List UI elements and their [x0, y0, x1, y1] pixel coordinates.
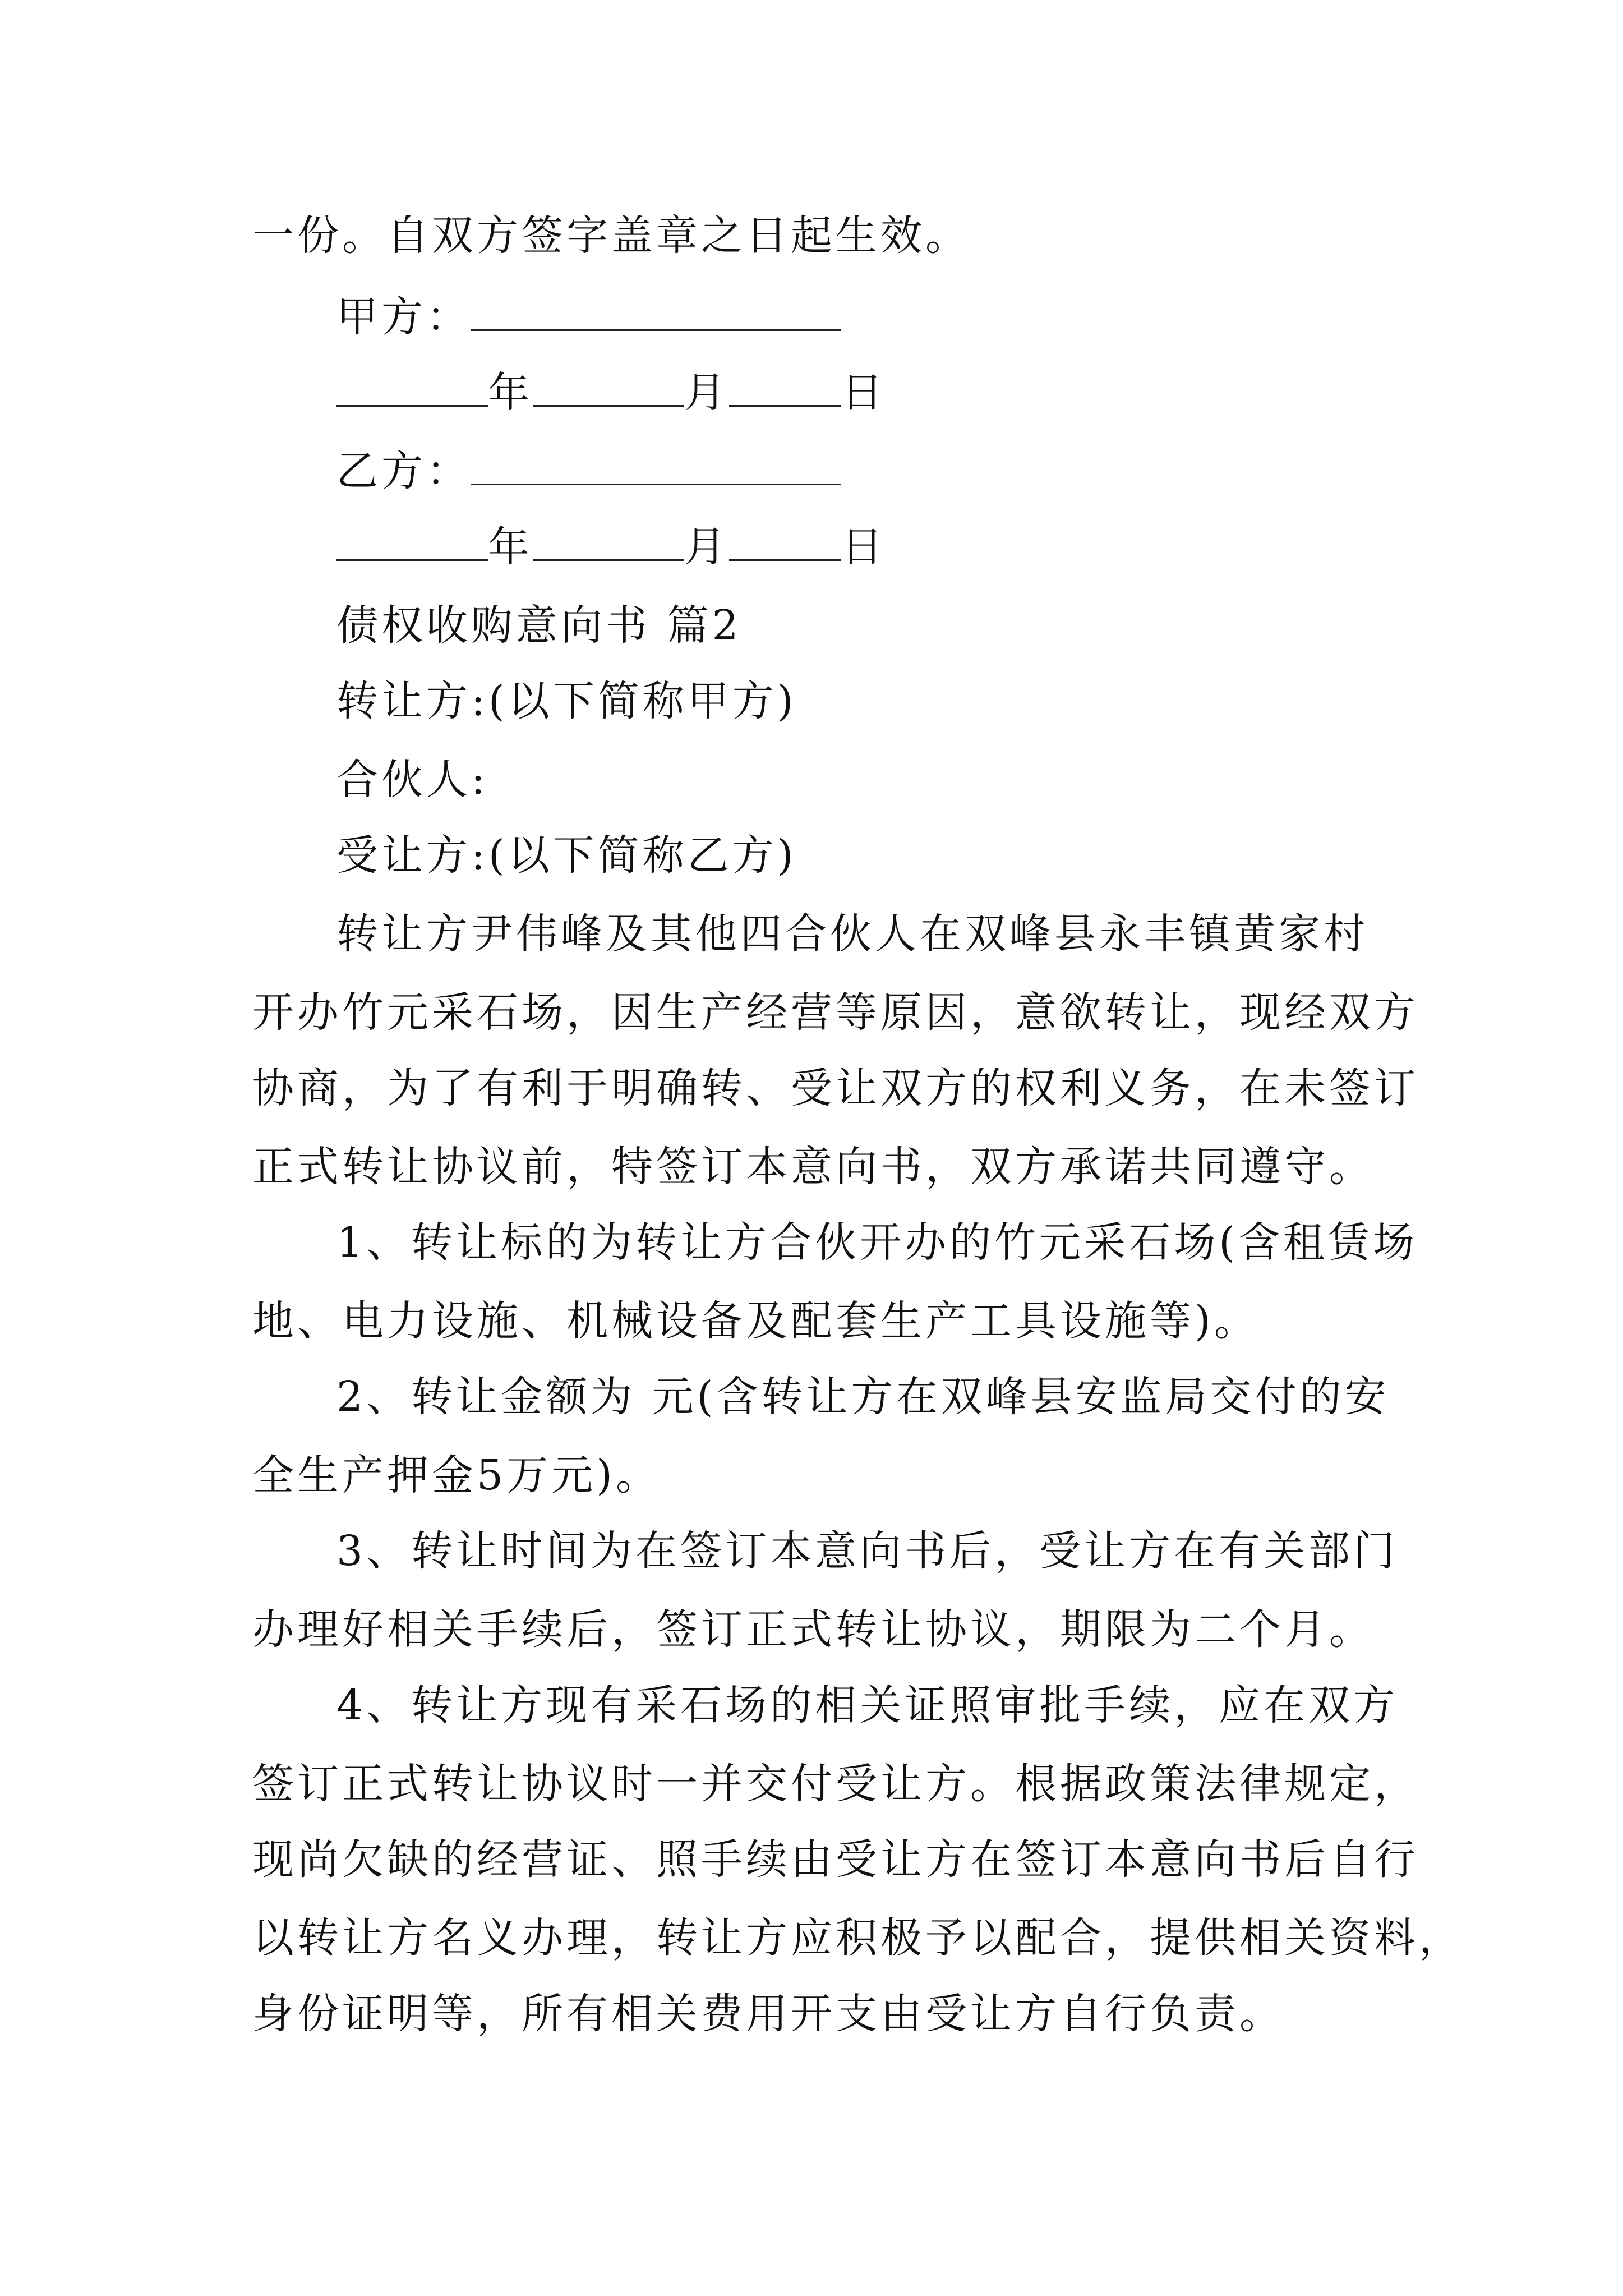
- party-a-signature-blank: [471, 293, 841, 331]
- party-b-date-line: [336, 519, 1380, 575]
- clause-4-line: 以转让方名义办理，转让方应积极予以配合，提供相关资料，: [252, 1914, 1464, 1962]
- transferee-line: 受让方:(以下简称乙方): [336, 831, 797, 880]
- year-label: 年: [488, 523, 533, 571]
- party-a-date-line: [336, 365, 1380, 421]
- day-label: 日: [841, 369, 886, 417]
- section-title: 债权收购意向书 篇2: [336, 601, 742, 650]
- transferor-line: 转让方:(以下简称甲方): [336, 677, 797, 725]
- clause-4-line: 签订正式转让协议时一并交付受让方。根据政策法律规定，: [252, 1760, 1419, 1808]
- paragraph-line: 开办竹元采石场，因生产经营等原因，意欲转让，现经双方: [252, 988, 1419, 1037]
- paragraph-line: 转让方尹伟峰及其他四合伙人在双峰县永丰镇黄家村: [336, 910, 1368, 958]
- clause-4-line: 现尚欠缺的经营证、照手续由受让方在签订本意向书后自行: [252, 1835, 1419, 1884]
- party-a-signature-line: [336, 289, 1380, 345]
- clause-2-line: 2、转让金额为 元(含转让方在双峰县安监局交付的安: [336, 1373, 1390, 1421]
- partner-line: 合伙人:: [336, 756, 488, 804]
- month-blank: [533, 523, 684, 561]
- clause-2-line: 全生产押金5万元)。: [252, 1451, 661, 1499]
- clause-4-line: 4、转让方现有采石场的相关证照审批手续，应在双方: [336, 1681, 1399, 1729]
- clause-4-line: 身份证明等，所有相关费用开支由受让方自行负责。: [252, 1990, 1284, 2038]
- paragraph-line: 正式转让协议前，特签订本意向书，双方承诺共同遵守。: [252, 1143, 1374, 1191]
- day-blank: [729, 523, 841, 561]
- year-blank: [336, 369, 488, 407]
- month-blank: [533, 369, 684, 407]
- clause-3-line: 3、转让时间为在签订本意向书后，受让方在有关部门: [336, 1527, 1399, 1575]
- paragraph-line: 协商，为了有利于明确转、受让双方的权利义务，在未签订: [252, 1064, 1419, 1112]
- day-blank: [729, 369, 841, 407]
- party-b-label: 乙方：: [336, 447, 471, 495]
- year-label: 年: [488, 369, 533, 417]
- month-label: 月: [684, 369, 729, 417]
- party-b-signature-line: [336, 443, 1380, 499]
- text-line: 一份。自双方签字盖章之日起生效。: [252, 211, 970, 260]
- month-label: 月: [684, 523, 729, 571]
- clause-3-line: 办理好相关手续后，签订正式转让协议，期限为二个月。: [252, 1605, 1374, 1654]
- year-blank: [336, 523, 488, 561]
- clause-1-line: 地、电力设施、机械设备及配套生产工具设施等)。: [252, 1297, 1259, 1345]
- day-label: 日: [841, 523, 886, 571]
- party-b-signature-blank: [471, 448, 841, 485]
- party-a-label: 甲方：: [336, 293, 471, 341]
- clause-1-line: 1、转让标的为转让方合伙开办的竹元采石场(含租赁场: [336, 1218, 1418, 1267]
